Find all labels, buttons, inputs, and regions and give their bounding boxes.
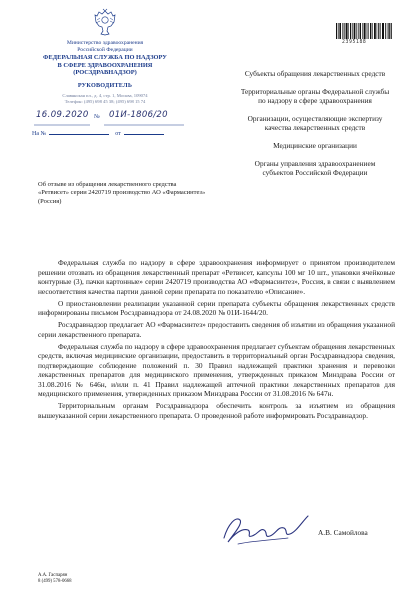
number-label: № xyxy=(94,114,100,120)
reference-label: На № xyxy=(32,131,47,137)
recipient-item: Органы управления здравоохранением субъектов Российской Федерации xyxy=(254,159,376,178)
body-paragraph: Федеральная служба по надзору в сфере здравоохранения предлагает субъектам обращения лекарственных средств, включая медицинские организации, предоставить в территориальный орган Росздравнадзора сведения, подтверждающие соблюдение положений п. 30 Правил надлежащей практики хранения и перевозки лекарственных препаратов для медицинского применения, утвержденных приказом Минздрава России от 31.08.2016 № 646н, и/или п. 41 Правил надлежащей аптечной практики лекарственных препаратов для медицинского применения, утвержденных приказом Минздрава России от 31.08.2016 № 647н. xyxy=(38,341,395,399)
body-paragraph: Росздравнадзор предлагает АО «Фармасинтез» предоставить сведения об изъятии из обращения указанной серии лекарственного препарата. xyxy=(38,320,395,339)
ministry-name: Министерство здравоохранения Российской Федерации xyxy=(66,40,144,53)
service-name: ФЕДЕРАЛЬНАЯ СЛУЖБА ПО НАДЗОРУ В СФЕРЕ ЗДРАВООХРАНЕНИЯ (РОСЗДРАВНАДЗОР) xyxy=(43,54,167,76)
handwritten-number: 01И-1806/20 xyxy=(109,110,168,120)
reference-from-label: от xyxy=(115,131,121,137)
executor-name: А.А. Гаспарян xyxy=(38,573,68,578)
recipient-item: Организации, осуществляющие экспертизу качества лекарственных средств xyxy=(247,114,383,133)
letter-subject: Об отзыве из обращения лекарственного средства «Ретвисет» серии 2420719 производство АО «Фармасинтез» (Россия) xyxy=(38,181,206,205)
reference-line xyxy=(49,134,109,135)
letter-body xyxy=(38,258,395,423)
sender-position: РУКОВОДИТЕЛЬ xyxy=(77,82,133,90)
recipient-item: Медицинские организации xyxy=(273,141,357,151)
coat-of-arms-icon xyxy=(93,8,117,38)
executor-info xyxy=(38,573,72,585)
reference-date-line xyxy=(124,134,164,135)
sender-organization xyxy=(20,40,190,105)
reference-row xyxy=(32,131,164,137)
handwritten-date: 16.09.2020 xyxy=(36,110,89,120)
executor-phone: 8 (499) 578-0668 xyxy=(38,579,72,584)
recipient-item: Субъекты обращения лекарственных средств xyxy=(244,69,386,78)
sender-address: Славянская пл., д. 4, стр. 1, Москва, 109074 Телефон: (495) 698 45 38; (495) 698 15 74 xyxy=(62,93,148,105)
body-paragraph: Территориальным органам Росздравнадзора обеспечить контроль за изъятием из обращения вышеуказанной серии лекарственного препарата. О проведенной работе информировать Росздравнадзор. xyxy=(38,401,395,420)
barcode xyxy=(336,23,392,39)
body-paragraph: Федеральная служба по надзору в сфере здравоохранения информирует о принятом производителем решении отозвать из обращения лекарственный препарат «Ретвисет, капсулы 100 мг 10 шт., упаковки ячейковые контурные (3), пачки картонные» серии 2420719 производства АО «Фармасинтез», Россия, в связи с выявлением несоответствия качества партии данной серии препарата по показателю «Описание». xyxy=(38,258,395,296)
body-paragraph: О приостановлении реализации указанной серии препарата субъекты обращения лекарственных средств информированы письмом Росздравнадзора от 24.08.2020 № 01И-1644/20. xyxy=(38,298,395,318)
recipient-item: Территориальные органы Федеральной службы по надзору в сфере здравоохранения xyxy=(240,86,390,106)
signer-name: А.В. Самойлова xyxy=(318,528,368,537)
barcode-number: 2395188 xyxy=(342,40,367,45)
handwritten-signature xyxy=(218,508,314,548)
recipients-list xyxy=(240,69,390,186)
